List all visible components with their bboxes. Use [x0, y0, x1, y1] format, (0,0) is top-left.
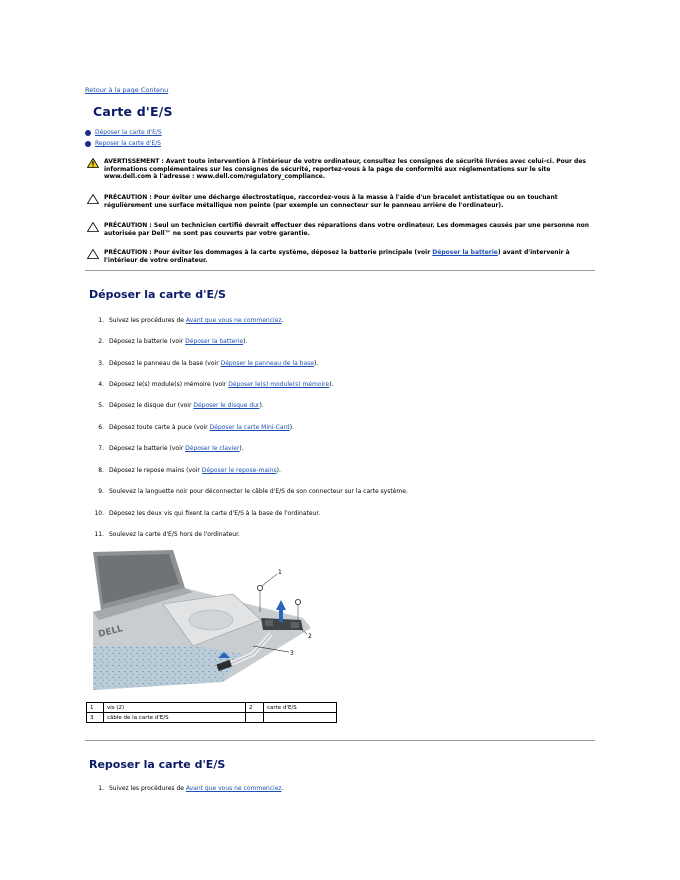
- list-item: 1. Suivez les procédures de Avant que vous ne commenciez.: [98, 317, 284, 324]
- callout-3: 3: [290, 650, 294, 657]
- step-link[interactable]: Déposer le clavier: [185, 445, 240, 452]
- list-item: 10. Déposez les deux vis qui fixent la carte d'E/S à la base de l'ordinateur.: [94, 510, 321, 517]
- list-item: 2. Déposez la batterie (voir Déposer la batterie).: [98, 338, 248, 345]
- toc-item: [85, 138, 162, 149]
- callout-2: 2: [308, 633, 312, 640]
- notice-text: Seul un technicien certifié devrait effectuer des réparations dans votre ordinateur. Les dommages causés par une personne non autorisée par Dell™ ne sont pas couverts par votre garantie.: [104, 222, 589, 237]
- table-row: [87, 703, 337, 713]
- caution-icon: [87, 222, 99, 232]
- step-link[interactable]: Déposer le repose-mains: [201, 467, 277, 474]
- table-cell: vis (2): [104, 703, 246, 713]
- list-item: 7. Déposez la batterie (voir Déposer le clavier).: [98, 445, 244, 452]
- step-link[interactable]: Déposer la batterie: [185, 338, 244, 345]
- step-link[interactable]: Avant que vous ne commenciez: [185, 317, 282, 324]
- list-item: 4. Déposez le(s) module(s) mémoire (voir Déposer le(s) module(s) mémoire).: [98, 381, 334, 388]
- notice-label: PRÉCAUTION :: [104, 222, 152, 229]
- notice-text: Pour éviter une décharge électrostatique, raccordez-vous à la masse à l'aide d'un bracelet antistatique ou en touchant régulièrement une surface métallique non peinte (par exemple un connecteur sur le panneau arrière de l'ordinateur).: [104, 194, 558, 209]
- divider: [85, 270, 595, 271]
- list-item: 9. Soulevez la languette noir pour déconnecter le câble d'E/S de son connecteur sur la carte système.: [98, 488, 408, 495]
- step-link[interactable]: Avant que vous ne commenciez: [185, 785, 282, 792]
- table-cell: [246, 713, 264, 723]
- section-heading-replace: Reposer la carte d'E/S: [89, 758, 226, 771]
- toc-item: [85, 127, 162, 138]
- caution-notice: [87, 249, 597, 264]
- list-item: 1. Suivez les procédures de Avant que vous ne commenciez.: [98, 785, 284, 792]
- bullet-icon: [85, 141, 91, 147]
- caution-notice: [87, 222, 597, 237]
- table-cell: [264, 713, 337, 723]
- warning-notice: [87, 158, 597, 181]
- warning-icon: [87, 158, 99, 168]
- list-item: 8. Déposez le repose mains (voir Déposer le repose-mains).: [98, 467, 281, 474]
- step-link[interactable]: Déposer le(s) module(s) mémoire: [228, 381, 330, 388]
- callout-legend-table: [86, 702, 337, 723]
- notice-text: ) avant d'intervenir à l'intérieur de votre ordinateur.: [104, 249, 570, 264]
- page-title: Carte d'E/S: [93, 104, 173, 119]
- caution-notice: [87, 194, 597, 209]
- notice-label: PRÉCAUTION :: [104, 249, 152, 256]
- toc-link-remove[interactable]: Déposer la carte d'E/S: [95, 129, 162, 136]
- step-link[interactable]: Déposer le panneau de la base: [220, 360, 314, 367]
- caution-icon: [87, 194, 99, 204]
- list-item: 5. Déposez le disque dur (voir Déposer le disque dur).: [98, 402, 264, 409]
- back-to-contents-link[interactable]: Retour à la page Contenu: [85, 86, 169, 94]
- section-heading-remove: Déposer la carte d'E/S: [89, 288, 226, 301]
- toc-link-replace[interactable]: Reposer la carte d'E/S: [95, 140, 161, 147]
- bullet-icon: [85, 130, 91, 136]
- notice-text: Pour éviter les dommages à la carte système, déposez la batterie principale (voir: [151, 249, 433, 256]
- divider: [85, 740, 595, 741]
- notice-label: PRÉCAUTION :: [104, 194, 152, 201]
- io-board-illustration: [93, 550, 313, 690]
- notice-label: AVERTISSEMENT :: [104, 158, 164, 165]
- table-cell: 2: [246, 703, 264, 713]
- list-item: 3. Déposez le panneau de la base (voir Déposer le panneau de la base).: [98, 360, 319, 367]
- remove-battery-link[interactable]: Déposer la batterie: [432, 249, 498, 256]
- table-cell: 3: [87, 713, 104, 723]
- table-row: [87, 713, 337, 723]
- list-item: 6. Déposez toute carte à puce (voir Déposer la carte Mini-Card).: [98, 424, 294, 431]
- callout-1: 1: [278, 569, 282, 576]
- table-cell: carte d'E/S: [264, 703, 337, 713]
- dell-logo: DELL: [97, 624, 125, 640]
- notice-text: Avant toute intervention à l'intérieur de votre ordinateur, consultez les consignes de sécurité livrées avec celui-ci. Pour des informations complémentaires sur les consignes de sécurité, reportez-vous à la page de conformité aux réglementations sur le site www.dell.com à l'adresse : www.dell.com/regulatory_compliance.: [104, 158, 586, 180]
- caution-icon: [87, 249, 99, 259]
- table-of-contents: [85, 127, 162, 149]
- list-item: 11. Soulevez la carte d'E/S hors de l'ordinateur.: [94, 531, 240, 538]
- table-cell: câble de la carte d'E/S: [104, 713, 246, 723]
- step-link[interactable]: Déposer la carte Mini-Card: [209, 424, 290, 431]
- table-cell: 1: [87, 703, 104, 713]
- step-link[interactable]: Déposer le disque dur: [193, 402, 260, 409]
